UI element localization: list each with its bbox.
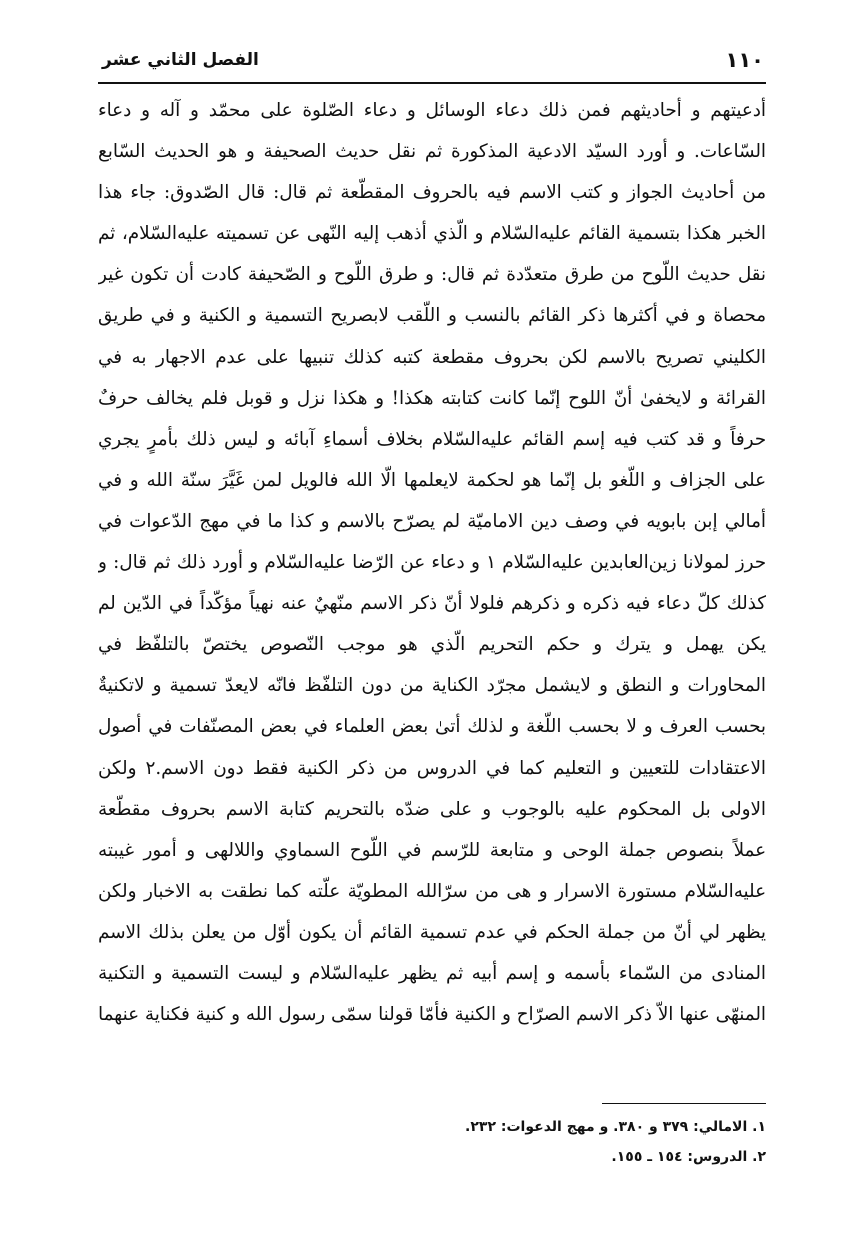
page-header (98, 42, 766, 82)
text-line: الكليني تصريح بالاسم لكن بحروف مقطعة كتبه كذلك تنبيها على عدم الاجهار به في (98, 346, 766, 368)
text-line: الخبر هكذا بتسمية القائم عليه‌السّلام و الّذي أذهب إليه النّهى عن تسميته عليه‌السّلام، ثم (98, 223, 766, 245)
text-line: السّاعات. و أورد السيّد الادعية المذكورة ثم نقل حديث الصحيفة و هو الحديث السّابع (98, 141, 766, 163)
footnote-divider (602, 1103, 766, 1104)
text-line: بحسب العرف و لا بحسب اللّغة و لذلك أتىٰ بعض العلماء في بعض المصنّفات في أصول (98, 716, 766, 738)
page-number: ١١٠ (725, 48, 764, 72)
text-line: حرفاً و قد كتب فيه إسم القائم عليه‌السّلام بخلاف أسماءِ آبائه و ليس ذلك بأمرٍ يجري (98, 428, 766, 450)
text-line: يكن يهمل و يترك و حكم التحريم الّذي هو موجب النّصوص يختصّ بالتلفّظ في (98, 634, 766, 656)
text-line: القرائة و لايخفىٰ أنّ اللوح إنّما كانت كتابته هكذا! و هكذا نزل و قوبل فلم يخالف حرفٌ (98, 387, 766, 409)
text-line: عليه‌السّلام مستورة الاسرار و هى من سرّالله المطويّة علّته كما نطقت به الاخبار ولكن (98, 880, 766, 902)
text-line: المنهّى عنها الاّ ذكر الاسم الصرّاح و الكنية فأمّا قولنا سمّى رسول الله و كنية فكناية عنهما (98, 1004, 766, 1026)
text-line: يظهر لي أنّ من جملة الحكم في عدم تسمية القائم أن يكون أوّل من يعلن بذلك الاسم (98, 921, 766, 943)
footnote: ٢. الدروس: ١٥٤ ـ ١٥٥. (611, 1149, 766, 1165)
text-line: أمالي إبن بابويه في وصف دين الاماميّة لم يصرّح بالاسم و كذا ما في مهج الدّعوات في (98, 510, 766, 532)
text-line: أدعيتهم و أحاديثهم فمن ذلك دعاء الوسائل و دعاء الصّلوة على محمّد و آله و دعاء (98, 100, 766, 121)
footnotes (98, 1112, 766, 1172)
text-line: عملاً بنصوص جملة الوحى و متابعة للرّسم في اللّوح السماوي واللالهى و أمور غيبته (98, 839, 766, 861)
footnote: ١. الامالي: ٣٧٩ و ٣٨٠. و مهج الدعوات: ٢٣٢. (465, 1119, 766, 1135)
text-line: من أحاديث الجواز و كتب الاسم فيه بالحروف المقطّعة ثم قال: قال الصّدوق: جاء هذا (98, 182, 766, 204)
text-line: كذلك كلّ دعاء فيه ذكره و ذكرهم فلولا أنّ ذكر الاسم منّهيٌ عنه نهياً مؤكّداً في الدّين لم (98, 593, 766, 615)
text-line: المحاورات و النطق و لايشمل مجرّد الكناية من دون التلفّظ فانّه لايعدّ تسمية و لاتكنيةٌ (98, 675, 766, 697)
text-line: نقل حديث اللّوح من طرق متعدّدة ثم قال: و طرق اللّوح و الصّحيفة كادت أن تكون غير (98, 264, 766, 286)
text-line: محصاة و في أكثرها ذكر القائم بالنسب و اللّقب لابصريح التسمية و الكنية و في طريق (98, 305, 766, 327)
text-line: المنادى من السّماء بأسمه و إسم أبيه ثم يظهر عليه‌السّلام و ليست التسمية و التكنية (98, 962, 766, 984)
body-text (98, 90, 766, 1035)
chapter-title: الفصل الثاني عشر (102, 50, 259, 70)
text-line: على الجزاف و اللّغو بل إنّما هو لحكمة لايعلمها الّا الله فالويل لمن غَيَّرَ سنّة الله و في (98, 469, 766, 491)
header-divider (98, 82, 766, 84)
text-line: الاولى بل المحكوم عليه بالوجوب و على ضدّه بالتحريم كتابة الاسم بحروف مقطّعة (98, 798, 766, 820)
text-line: حرز لمولانا زين‌العابدين عليه‌السّلام ١ و دعاء عن الرّضا عليه‌السّلام و أورد ذلك ثم قال: و (98, 552, 766, 574)
text-line: الاعتقادات للتعيين و التعليم كما في الدروس من ذكر الكنية فقط دون الاسم.٢ ولكن (98, 757, 766, 779)
